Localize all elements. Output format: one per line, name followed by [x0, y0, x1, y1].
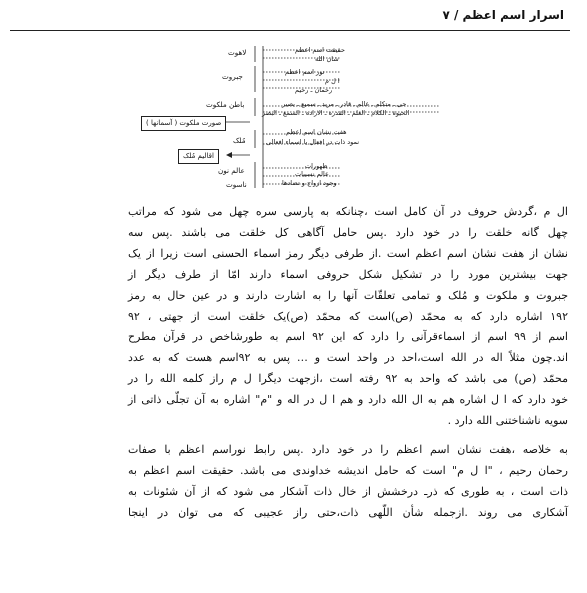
item-alam-nesbiat: عالم نسبیات — [295, 170, 329, 178]
text-line: اند.چون مثلاً اله در الله است،احد در واحد است و … پس به ۹۲اسم هست که به عدد — [128, 351, 568, 365]
item-haghighat: حقیقت اسم اعظم — [295, 46, 345, 54]
text-line: آشکاری می روند .ازجمله شأن اللّهی ذات،حتی راز عجیبی که می توان در اینجا — [128, 505, 568, 519]
text-line: اسم از ۹۹ اسم از اسماءقرآنی را دارد که این ۹۲ اسم به طورشاخص در قرآن مطرح — [128, 330, 568, 344]
paragraph-1 — [128, 202, 568, 432]
item-rahman: رحمان ـ رحیم — [295, 86, 333, 94]
text-line: نشان از هفت نشان اسم اعظم است .از طرفی دیگر رمز اسماء الحسنی است زیرا از یک — [128, 246, 568, 260]
level-alam-nun: عالم نون — [218, 166, 245, 175]
item-vojud: وجود ازواج و تضادها — [282, 179, 337, 187]
paragraph-2 — [128, 440, 568, 524]
item-haft-neshan: هفت نشان اسم اعظم — [286, 128, 347, 136]
item-shan-allah: شان الله — [315, 55, 339, 63]
text-line: محمّد (ص) می باشد که واحد به ۹۲ رفته است ،ازجهت دیگرا ل م راز کلمه الله را در — [128, 372, 568, 386]
text-line: سویه ناشناختنی الله دارد . — [447, 414, 568, 428]
level-batin-malakut: باطن ملکوت — [206, 100, 245, 109]
text-line: به خلاصه ،هفت نشان اسم اعظم را در خود دارد .پس رابط نوراسم اعظم با صفات — [128, 442, 568, 456]
item-nur-esm: نور اسم اعظم — [285, 68, 325, 76]
item-nomud-zat: نمود ذات در افعال یا اسماء افعالی — [266, 138, 360, 146]
text-line: جهت بیشترین مورد را در تشکیل شکل حروفی اسماء دارند امّا از طرف دیگر از — [128, 267, 568, 281]
item-sefat2: الحیوة ـ الکلام ـ العلم ـ القدره ـ الاراده ـ السمع ـ البصر — [262, 109, 410, 117]
box-aghalim: اقالیم مُلک — [178, 149, 219, 164]
level-nasut: ناسوت — [226, 180, 247, 189]
hierarchy-diagram — [0, 0, 587, 200]
item-alm: ا ل م — [325, 77, 340, 85]
text-line: جبروت و ملکوت و مُلک و تمامی تعلقّات آنها را به اشارت دارند و در عین حال به رمز — [128, 288, 568, 302]
level-molk: مُلک — [233, 136, 246, 145]
box-malakut-surat: صورت ملکوت ( آسمانها ) — [141, 116, 226, 131]
level-jabarut: جبروت — [222, 72, 243, 81]
page-title: اسرار اسم اعظم / ۷ — [442, 8, 564, 22]
text-line: ال م ،گردش حروف در آن کامل است ،چنانکه به پارسی سره چهل می شود که مراتب — [128, 205, 568, 218]
level-lahut: لاهوت — [228, 48, 247, 57]
text-line: چهل گانه خلقت را در خود دارد .پس حامل آگاهی کل خلقت می باشند .پس سه — [128, 225, 568, 239]
item-zohurat: ظهورات — [305, 162, 328, 170]
text-line: خود دارد که ا ل اشاره هم به ال الله دارد و هم ا ل در اله و "م" اشاره به آن تجلّی ذاتی از — [128, 393, 568, 407]
item-sefat1: حی ـ متکلم ـ عالم ـ قادر ـ مرید ـ سمیع ـ بصیر — [282, 100, 407, 108]
body-text — [128, 202, 568, 524]
text-line: رحمان رحیم ، "ا ل م" است که حامل اندیشه خداوندی می باشد. حقیقت اسم اعظم به — [128, 463, 568, 477]
text-line: ذات است ، به طوری که ذرـ درخشش از خال ذات آشکار می شود که از آن شئونات به — [128, 484, 568, 498]
text-line: ۱۹۲ اشاره دارد که به محمّد (ص)است که محمّد (ص)یک خلقت است از جهتی ، ۹۲ — [128, 309, 568, 323]
